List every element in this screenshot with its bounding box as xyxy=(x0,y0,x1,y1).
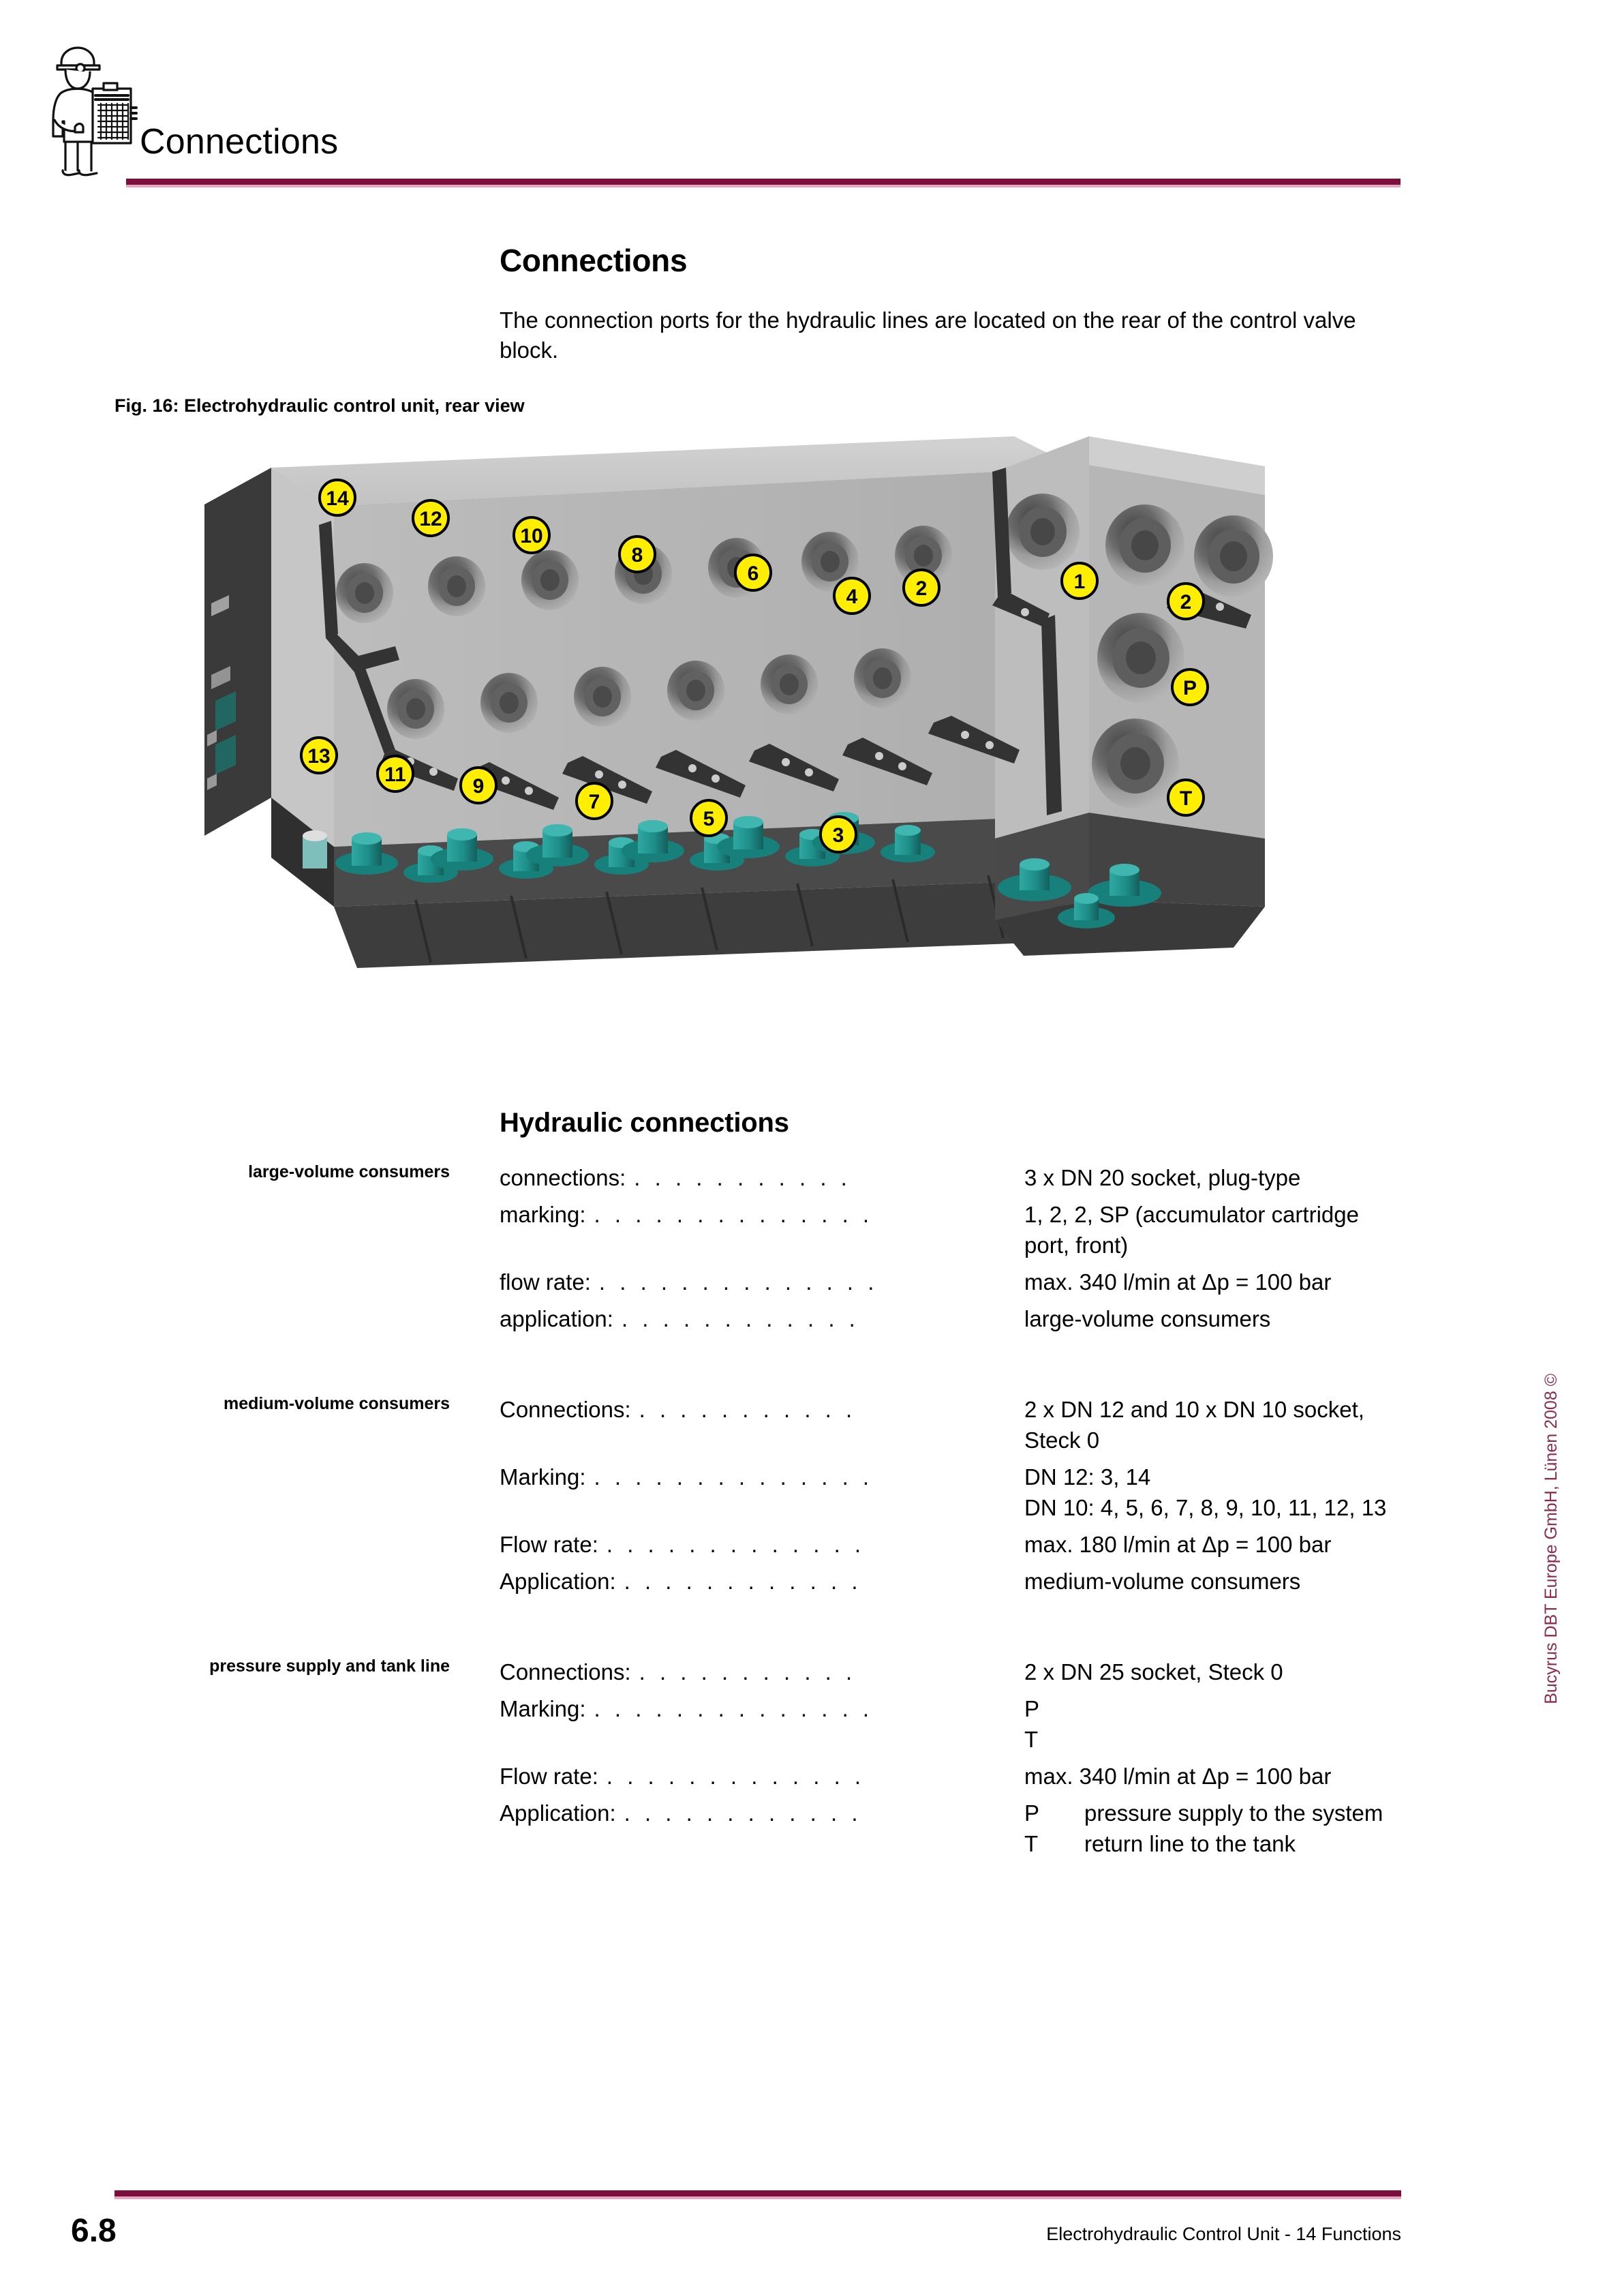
spec-key: Flow rate: xyxy=(500,1532,598,1557)
valve-block-figure xyxy=(191,429,1431,1029)
leader-dots: . . . . . . . . . . . . . . xyxy=(594,1202,874,1227)
svg-text:T: T xyxy=(1179,787,1193,810)
callout-badge-4 xyxy=(834,578,870,614)
spec-group-margin-label: large-volume consumers xyxy=(248,1162,450,1181)
svg-text:5: 5 xyxy=(703,808,715,830)
spec-rows xyxy=(500,1162,1406,1340)
footer-document-title: Electrohydraulic Control Unit - 14 Functions xyxy=(1046,2224,1401,2244)
svg-text:2: 2 xyxy=(1180,591,1192,614)
miner-with-clipboard-icon xyxy=(35,40,138,179)
callout-badge-12 xyxy=(413,500,448,536)
spec-row xyxy=(500,1566,1406,1597)
spec-row xyxy=(500,1798,1406,1859)
spec-value: DN 12: 3, 14 DN 10: 4, 5, 6, 7, 8, 9, 10, 11, 12, 13 xyxy=(1024,1464,1387,1520)
intro-paragraph: The connection ports for the hydraulic lines are located on the rear of the control valve block. xyxy=(500,307,1356,363)
spec-key: Marking: xyxy=(500,1696,586,1721)
leader-dots: . . . . . . . . . . . xyxy=(634,1165,851,1190)
spec-row xyxy=(500,1394,1406,1455)
callout-badge-11 xyxy=(378,756,413,791)
leader-dots: . . . . . . . . . . . . xyxy=(624,1800,862,1826)
leader-dots: . . . . . . . . . . . . xyxy=(624,1569,862,1594)
callout-badge-5 xyxy=(691,800,726,836)
svg-text:11: 11 xyxy=(384,764,406,786)
spec-value: max. 340 l/min at Δp = 100 bar xyxy=(1024,1764,1332,1789)
spec-value: max. 340 l/min at Δp = 100 bar xyxy=(1024,1269,1332,1295)
callout-badge-10 xyxy=(514,517,549,553)
callout-badge-9 xyxy=(461,768,496,803)
spec-row xyxy=(500,1162,1406,1193)
spec-rows xyxy=(500,1657,1406,1865)
valve-block-left-side xyxy=(204,468,271,836)
svg-text:14: 14 xyxy=(326,487,349,510)
spec-row xyxy=(500,1693,1406,1755)
spec-row xyxy=(500,1761,1406,1792)
spec-value: 1, 2, 2, SP (accumulator cartridge port, front) xyxy=(1024,1202,1359,1258)
callout-badge-6 xyxy=(735,555,771,590)
callout-badge-1 xyxy=(1062,563,1097,599)
spec-key: Connections: xyxy=(500,1397,631,1422)
svg-text:12: 12 xyxy=(419,508,442,530)
spec-rows xyxy=(500,1394,1406,1603)
spec-row xyxy=(500,1199,1406,1260)
spec-key: application: xyxy=(500,1306,613,1331)
spec-value: 2 x DN 25 socket, Steck 0 xyxy=(1024,1659,1283,1685)
spec-marking-p: P xyxy=(1024,1800,1040,1826)
side-copyright-notice: Bucyrus DBT Europe GmbH, Lünen 2008 © xyxy=(1542,1373,1561,1704)
callout-badge-14 xyxy=(320,480,355,515)
callout-badge-8 xyxy=(619,537,655,572)
spec-key: Connections: xyxy=(500,1659,631,1685)
spec-value: P T xyxy=(1024,1696,1040,1752)
callout-badge-13 xyxy=(301,738,337,773)
leader-dots: . . . . . . . . . . . . . . xyxy=(594,1696,874,1721)
spec-row xyxy=(500,1657,1406,1687)
svg-text:6: 6 xyxy=(747,562,759,585)
callout-badge-7 xyxy=(577,783,612,819)
spec-key: flow rate: xyxy=(500,1269,591,1295)
page-title: Connections xyxy=(500,243,688,278)
svg-text:7: 7 xyxy=(588,791,600,813)
spec-value: 2 x DN 12 and 10 x DN 10 socket, Steck 0 xyxy=(1024,1397,1364,1453)
leader-dots: . . . . . . . . . . . . . . xyxy=(598,1269,878,1295)
leader-dots: . . . . . . . . . . . . xyxy=(621,1306,859,1331)
spec-key: connections: xyxy=(500,1165,626,1190)
spec-row xyxy=(500,1267,1406,1297)
spec-group-margin-label: pressure supply and tank line xyxy=(209,1657,450,1676)
page-number: 6.8 xyxy=(71,2213,117,2249)
callout-badge-3 xyxy=(821,817,856,852)
leader-dots: . . . . . . . . . . . xyxy=(639,1397,857,1422)
callout-badge-T xyxy=(1168,780,1204,815)
spec-key: Application: xyxy=(500,1569,616,1594)
spec-value: P pressure supply to the system T return line to the tank xyxy=(1024,1798,1406,1859)
spec-row xyxy=(500,1303,1406,1334)
leader-dots: . . . . . . . . . . . xyxy=(639,1659,857,1685)
page-header xyxy=(0,0,1622,198)
svg-text:13: 13 xyxy=(307,745,331,768)
svg-text:2: 2 xyxy=(915,577,928,600)
svg-text:P: P xyxy=(1182,677,1197,699)
spec-value: max. 180 l/min at Δp = 100 bar xyxy=(1024,1532,1332,1557)
spec-row xyxy=(500,1462,1406,1523)
leader-dots: . . . . . . . . . . . . . . xyxy=(594,1464,874,1490)
callout-badge-2b xyxy=(1168,584,1204,619)
footer-divider xyxy=(114,2190,1401,2199)
spec-value: medium-volume consumers xyxy=(1024,1569,1301,1594)
running-header-title: Connections xyxy=(140,122,339,162)
svg-text:4: 4 xyxy=(846,586,858,608)
svg-text:8: 8 xyxy=(631,544,643,567)
spec-key: Application: xyxy=(500,1800,616,1826)
svg-text:9: 9 xyxy=(472,775,485,798)
callout-badge-2a xyxy=(904,570,939,605)
header-divider xyxy=(126,179,1401,187)
leader-dots: . . . . . . . . . . . . . xyxy=(606,1532,866,1557)
spec-value: large-volume consumers xyxy=(1024,1306,1271,1331)
spec-key: Marking: xyxy=(500,1464,586,1490)
callout-badge-P xyxy=(1172,669,1208,705)
spec-section-heading: Hydraulic connections xyxy=(500,1108,789,1138)
spec-group-margin-label: medium-volume consumers xyxy=(223,1394,450,1413)
spec-marking-t: T xyxy=(1024,1831,1039,1856)
leader-dots: . . . . . . . . . . . . . xyxy=(606,1764,866,1789)
spec-value: 3 x DN 20 socket, plug-type xyxy=(1024,1165,1301,1190)
svg-text:3: 3 xyxy=(832,824,844,847)
svg-text:10: 10 xyxy=(520,525,543,547)
spec-key: marking: xyxy=(500,1202,586,1227)
figure-caption: Fig. 16: Electrohydraulic control unit, rear view xyxy=(114,395,525,416)
spec-key: Flow rate: xyxy=(500,1764,598,1789)
svg-text:1: 1 xyxy=(1073,571,1086,593)
spec-row xyxy=(500,1529,1406,1560)
